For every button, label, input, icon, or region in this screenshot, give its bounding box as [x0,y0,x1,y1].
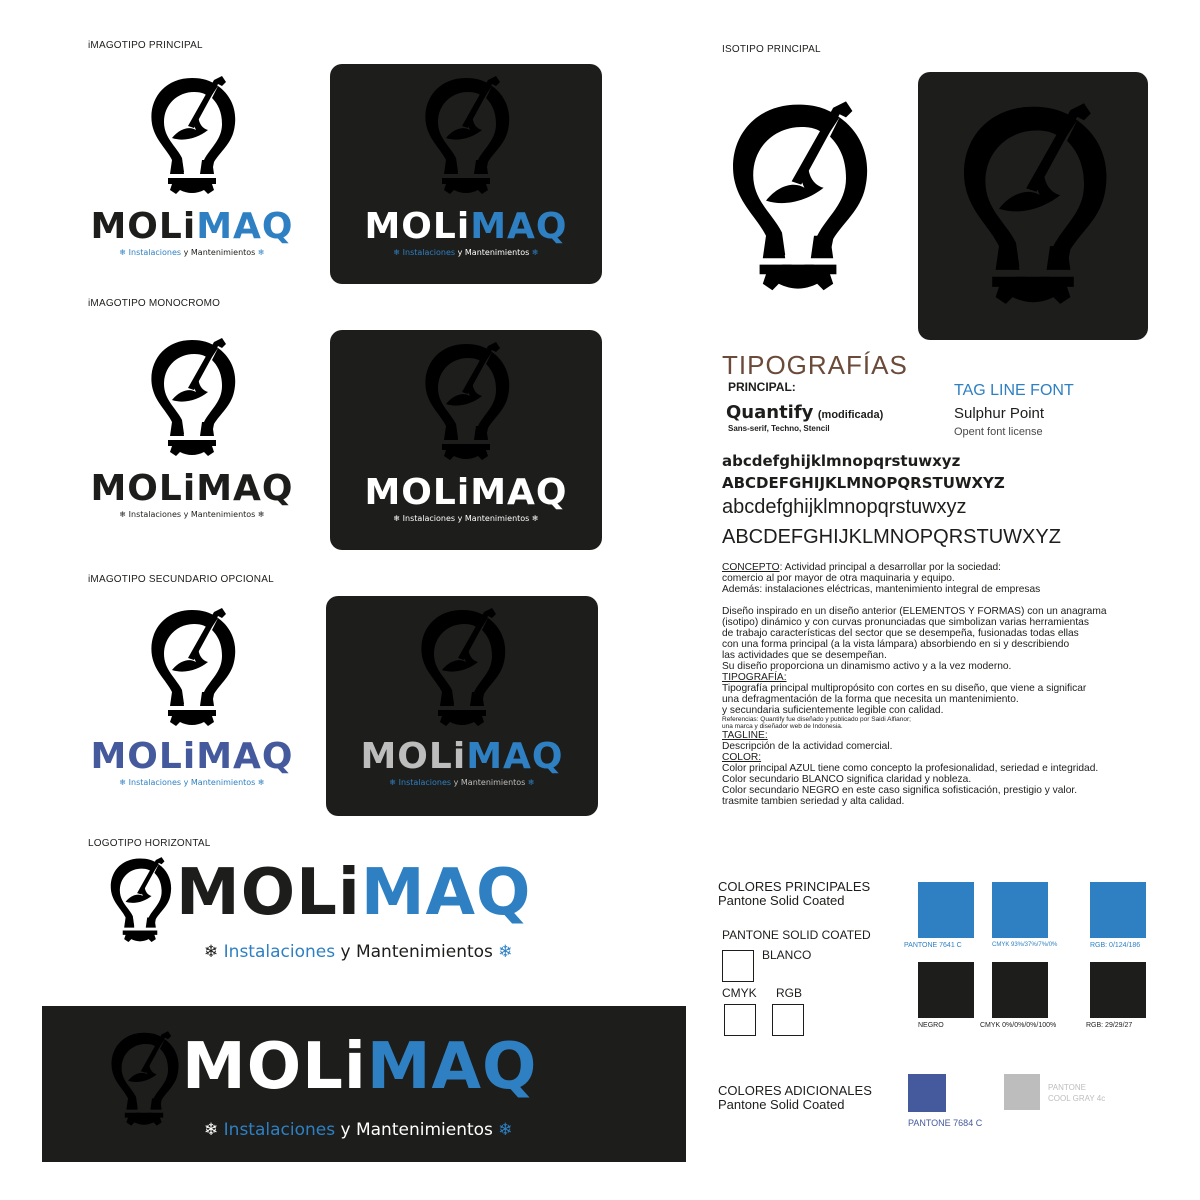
tagline [356,514,576,523]
snowflake-icon: ❄ [498,1120,513,1140]
wordmark-maq: MAQ [196,468,294,509]
bulb-icon [104,854,176,948]
tagline-label: TAGLINE: [722,730,768,741]
tipografia-line: y secundaria suficientemente legible con calidad. [722,705,944,716]
label-pantone-indigo: PANTONE 7684 C [908,1118,983,1128]
tagline-instalaciones: Instalaciones [398,778,452,787]
label-negro: NEGRO [918,1022,944,1029]
tipografia-label: TIPOGRAFÍA: [722,672,787,683]
label-cmyk-black: CMYK 0%/0%/0%/100% [980,1022,1057,1029]
color-line: Color secundario NEGRO en este caso significa sofisticación, prestigio y valor. [722,785,1078,796]
concepto-label: CONCEPTO [722,562,780,573]
alphabet-lower-light: abcdefghijklmnopqrstuwxyz [722,496,967,518]
pantone-solid-coated-label: PANTONE SOLID COATED [722,928,871,942]
concept-text [722,562,1182,807]
label-imagotipo-monocromo: iMAGOTIPO MONOCROMO [88,298,221,309]
tagline-mantenimientos: Mantenimientos [460,778,526,787]
wordmark-moli: MOLi [182,1030,367,1104]
alphabet-upper-bold: ABCDEFGHIJKLMNOPQRSTUWXYZ [722,474,1005,492]
swatch-blue-pantone [918,882,974,938]
tagline-y: y [183,248,189,257]
imagotipo-secundario-light [82,604,302,787]
imagotipo-monocromo-light [82,334,302,519]
label-pantone-gray-line1: PANTONE [1048,1083,1086,1092]
swatch-indigo [908,1074,946,1112]
quantify-modified: (modificada) [817,409,884,421]
snowflake-icon: ❄ [498,942,513,962]
tagline [82,510,302,519]
tagline-mantenimientos: Mantenimientos [190,248,256,257]
wordmark-moli: MOLi [364,472,471,513]
tipografia-principal-desc: Sans-serif, Techno, Stencil [728,424,830,433]
wordmark-moli: MOLi [360,736,467,777]
color-line: Color secundario BLANCO significa claridad y nobleza. [722,774,972,785]
reference-line: una marca y diseñador web de Indonesia. [722,723,843,730]
snowflake-icon: ❄ [393,514,401,523]
snowflake-icon: ❄ [204,1120,219,1140]
tipografia-line: Tipografía principal multipropósito con cortes en su diseño, que viene a significar [722,683,1087,694]
swatch-white-cmyk [724,1004,756,1036]
label-cmyk-blue: CMYK 93%/37%/7%/0% [992,942,1058,948]
tagline-y: y [183,510,189,519]
tipografia-principal-label: PRINCIPAL: [728,380,796,394]
imagotipo-secundario-dark-panel [326,596,598,816]
label-pantone-blue: PANTONE 7641 C [904,942,962,949]
label-imagotipo-principal: iMAGOTIPO PRINCIPAL [88,40,203,51]
tagline [82,248,302,257]
diseno-line: Diseño inspirado en un diseño anterior (ELEMENTOS Y FORMAS) con un anagrama [722,606,1107,617]
tagline-y: y [183,778,189,787]
colores-adicionales-heading [718,1084,872,1112]
snowflake-icon: ❄ [257,248,265,257]
colores-principales-subtitle: Pantone Solid Coated [718,893,845,908]
label-blanco: BLANCO [762,948,812,962]
imagotipo-monocromo-dark [356,338,576,523]
tagline-instalaciones: Instalaciones [223,942,336,962]
tipografia-principal-font [726,402,883,423]
tagline-y: y [457,248,463,257]
wordmark [82,208,302,246]
imagotipo-principal-dark [356,72,576,257]
wordmark-moli: MOLi [176,856,361,930]
tagline-mantenimientos: Mantenimientos [355,1120,493,1140]
tagline-instalaciones: Instalaciones [223,1120,336,1140]
tagline-mantenimientos: Mantenimientos [190,778,256,787]
wordmark-maq: MAQ [196,206,294,247]
label-pantone-gray [1048,1082,1105,1104]
diseno-line: las actividades que se desempeñan. [722,650,887,661]
reference-line: Referencias: Quantify fue diseñado y publicado por Saidi Alfianor; [722,716,911,723]
concepto-line: comercio al por mayor de otra maquinaria y equipo. [722,573,955,584]
snowflake-icon: ❄ [527,778,535,787]
label-rgb: RGB [776,986,803,1000]
snowflake-icon: ❄ [257,510,265,519]
bulb-icon [412,604,512,734]
tagline-mantenimientos: Mantenimientos [464,248,530,257]
tagline-instalaciones: Instalaciones [128,510,182,519]
wordmark [182,1032,537,1102]
colores-adicionales-subtitle: Pantone Solid Coated [718,1097,845,1112]
tagline-mantenimientos: Mantenimientos [190,510,256,519]
imagotipo-principal-dark-panel [330,64,602,284]
snowflake-icon: ❄ [119,510,127,519]
bulb-icon [416,338,516,468]
snowflake-icon: ❄ [531,514,539,523]
wordmark [356,474,576,512]
bulb-icon [142,334,242,464]
isotipo-dark-bulb-icon [948,92,1118,322]
colores-principales-title: COLORES PRINCIPALES [718,879,871,894]
label-imagotipo-secundario: iMAGOTIPO SECUNDARIO OPCIONAL [88,574,274,585]
color-line: Color principal AZUL tiene como concepto la profesionalidad, seriedad e integridad. [722,763,1099,774]
snowflake-icon: ❄ [257,778,265,787]
tagline-font-name: Sulphur Point [954,405,1045,422]
tagline-font-label: TAG LINE FONT [954,382,1074,399]
concepto-line: Además: instalaciones eléctricas, mantenimiento integral de empresas [722,584,1041,595]
swatch-white-pantone [722,950,754,982]
color-line: trasmite tambien seriedad y alta calidad. [722,796,905,807]
diseno-line: con una forma principal (a la vista lámpara) absorbiendo en si y describiendo [722,639,1070,650]
snowflake-icon: ❄ [393,248,401,257]
wordmark-moli: MOLi [364,206,471,247]
colores-principales-heading [718,880,870,908]
tipografias-title: TIPOGRAFÍAS [722,350,908,380]
colores-adicionales-title: COLORES ADICIONALES [718,1083,872,1098]
wordmark-moli: MOLi [90,206,197,247]
snowflake-icon: ❄ [531,248,539,257]
wordmark-maq: MAQ [196,736,294,777]
bulb-icon [416,72,516,202]
swatch-black-cmyk [992,962,1048,1018]
tagline [356,248,576,257]
label-rgb-black: RGB: 29/29/27 [1086,1022,1133,1029]
wordmark [82,470,302,508]
tagline-y: y [457,514,463,523]
label-pantone-gray-line2: COOL GRAY 4c [1048,1094,1106,1103]
isotipo-dark-panel [918,72,1148,340]
snowflake-icon: ❄ [119,248,127,257]
wordmark-moli: MOLi [90,736,197,777]
wordmark-maq: MAQ [360,856,532,930]
tagline-y: y [453,778,459,787]
wordmark-maq: MAQ [470,206,568,247]
diseno-line: (isotipo) dinámico y con curvas pronunciadas que simbolizan varias herramientas [722,617,1089,628]
swatch-gray [1004,1074,1040,1110]
imagotipo-monocromo-dark-panel [330,330,602,550]
label-isotipo-principal: ISOTIPO PRINCIPAL [722,44,821,55]
tagline [204,942,513,962]
diseno-line: Su diseño proporciona un dinamismo activo y a la vez moderno. [722,661,1012,672]
diseno-line: de trabajo características del sector que se desempeña, fusionadas todas ellas [722,628,1079,639]
wordmark-maq: MAQ [366,1030,538,1104]
swatch-black-rgb [1090,962,1146,1018]
label-rgb-blue: RGB: 0/124/186 [1090,942,1141,949]
wordmark [356,208,576,246]
snowflake-icon: ❄ [389,778,397,787]
wordmark-moli: MOLi [90,468,197,509]
tagline-instalaciones: Instalaciones [128,778,182,787]
swatch-black-pantone [918,962,974,1018]
swatch-blue-rgb [1090,882,1146,938]
wordmark-maq: MAQ [466,736,564,777]
swatch-blue-cmyk [992,882,1048,938]
bulb-icon [142,72,242,202]
tagline-line: Descripción de la actividad comercial. [722,741,893,752]
tagline-instalaciones: Instalaciones [128,248,182,257]
alphabet-upper-light: ABCDEFGHIJKLMNOPQRSTUWXYZ [722,526,1061,548]
snowflake-icon: ❄ [119,778,127,787]
tagline-font-license: Opent font license [954,426,1043,438]
swatch-white-rgb [772,1004,804,1036]
tagline-y: y [340,942,351,962]
imagotipo-principal-light [82,72,302,257]
bulb-icon [142,604,242,734]
wordmark [352,738,572,776]
color-label: COLOR: [722,752,762,763]
concepto-line: : Actividad principal a desarrollar por la sociedad: [779,562,1001,573]
tagline-y: y [340,1120,351,1140]
tagline [352,778,572,787]
tagline-instalaciones: Instalaciones [402,514,456,523]
wordmark [176,858,531,928]
isotipo-light-bulb-icon [718,84,878,314]
logotipo-horizontal-light [104,854,624,974]
tagline [204,1120,513,1140]
tipografia-line: una defragmentación de la forma que necesita un mantenimiento. [722,694,1019,705]
wordmark [82,738,302,776]
tagline-mantenimientos: Mantenimientos [355,942,493,962]
logotipo-horizontal-dark-panel [42,1006,686,1162]
alphabet-lower-bold: abcdefghijklmnopqrstuwxyz [722,452,961,470]
imagotipo-secundario-dark [352,604,572,787]
label-cmyk: CMYK [722,986,757,1000]
quantify-font-name: Quantify [726,402,814,423]
tagline [82,778,302,787]
label-logotipo-horizontal: LOGOTIPO HORIZONTAL [88,838,211,849]
wordmark-maq: MAQ [470,472,568,513]
bulb-icon [104,1028,184,1132]
tagline-instalaciones: Instalaciones [402,248,456,257]
snowflake-icon: ❄ [204,942,219,962]
tagline-mantenimientos: Mantenimientos [464,514,530,523]
